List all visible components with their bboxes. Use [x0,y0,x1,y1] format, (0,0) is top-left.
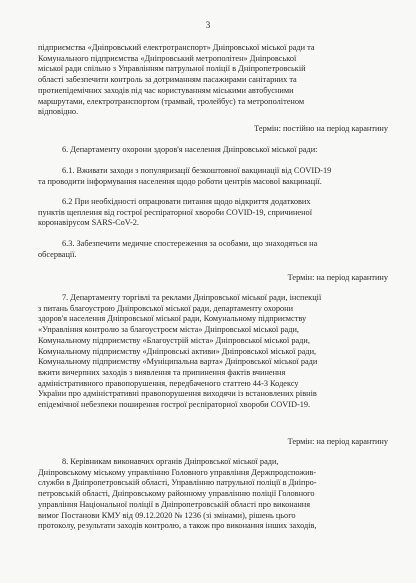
text-line: коронавірусом SARS-CoV-2. [38,218,140,228]
text-line: протоколу, результати заходів контролю, а також про виконання інших заходів, [38,521,317,531]
text-line: Комунальному підприємству «Дніпровські активи» Дніпровської міської ради, [38,346,317,356]
text-line: області забезпечити контроль за дотриманням пасажирами санітарних та [38,75,297,85]
text-line: та проводити інформування населення щодо роботи центрів масової вакцинації. [38,176,322,186]
text-line: вимог Постанови КМУ від 09.12.2020 № 1236 (зі змінами), рішень цього [38,510,296,520]
item-6-heading [38,145,384,156]
text-line: здоров'я населення Дніпровської міської ради, Комунальному підприємству [38,314,307,324]
text-line: з питань благоустрою Дніпровської міської ради, департаменту охорони [38,303,294,313]
paragraph-5-continuation [38,43,384,118]
text-line: підприємства «Дніпровський електротранспорт» Дніпровської міської ради та [38,43,315,52]
text-line: 6.2 При необхідності опрацювати питання щодо відкриття додаткових [62,197,311,206]
text-line: відповідно. [38,107,79,117]
text-line: вжити вичерпних заходів з виявлення та припинення фактів вчинення [38,367,286,377]
text-line: адміністративного правопорушення, передбаченого статтею 44-3 Кодексу [38,378,299,388]
text-line: 8. Керівникам виконавчих органів Дніпровської міської ради, [62,457,279,466]
text-line: Комунального підприємства «Дніпровський метрополітен» Дніпровської [38,53,297,63]
text-line: обсервації. [38,249,77,259]
text-line: протиепідемічних заходів під час користуванням міськими автобусними [38,85,294,95]
item-8 [38,457,384,532]
item-6-heading-text: 6. Департаменту охорони здоров'я населення Дніпровської міської ради: [62,145,318,154]
item-6-2 [38,197,384,229]
text-line: 6.1. Вживати заходи з популяризації безкоштовної вакцинації від COVID-19 [62,166,332,175]
text-line: пунктів щеплення від гострої респіраторної хвороби COVID-19, спричиненої [38,207,313,217]
text-line: Дніпровському міському управлінню Головного управління Держпродспожив- [38,467,317,477]
term-line: Термін: на період карантину [287,437,388,446]
text-line: епідемічної небезпеки поширення гострої респіраторної хвороби COVID-19. [38,400,311,410]
text-line: 6.3. Забезпечити медичне спостереження за особами, що знаходяться на [62,239,318,248]
item-7 [38,293,384,411]
text-line: «Управління контролю за благоустроєм міста» Дніпровської міської ради, [38,325,299,335]
text-line: служби в Дніпропетровській області, Управлінню патрульної поліції в Дніпро- [38,478,317,488]
text-line: маршрутами, електротранспортом (трамвай, тролейбус) та метрополітеном [38,96,305,106]
text-line: міської ради спільно з Управлінням патрульної поліції в Дніпропетровській [38,64,306,74]
text-line: 7. Департаменту торгівлі та реклами Дніпровської міської ради, інспекції [62,293,322,302]
term-line: Термін: постійно на період карантину [254,124,388,133]
text-line: Комунальному підприємству «Муніципальна варта» Дніпровської міської ради [38,357,318,367]
text-line: петровській області, Дніпровському районному управлінню поліції Головного [38,489,315,499]
text-line: України про адміністративні правопорушення виходячи із встановлених рівнів [38,389,317,399]
text-line: управління Національної поліції в Дніпропетровській області про виконання [38,499,311,509]
page-number: 3 [205,20,211,30]
term-line: Термін: на період карантину [287,273,388,282]
item-6-3 [38,239,384,260]
text-line: Комунальному підприємству «Благоустрій міста» Дніпровської міської ради, [38,335,310,345]
item-6-1 [38,166,384,187]
